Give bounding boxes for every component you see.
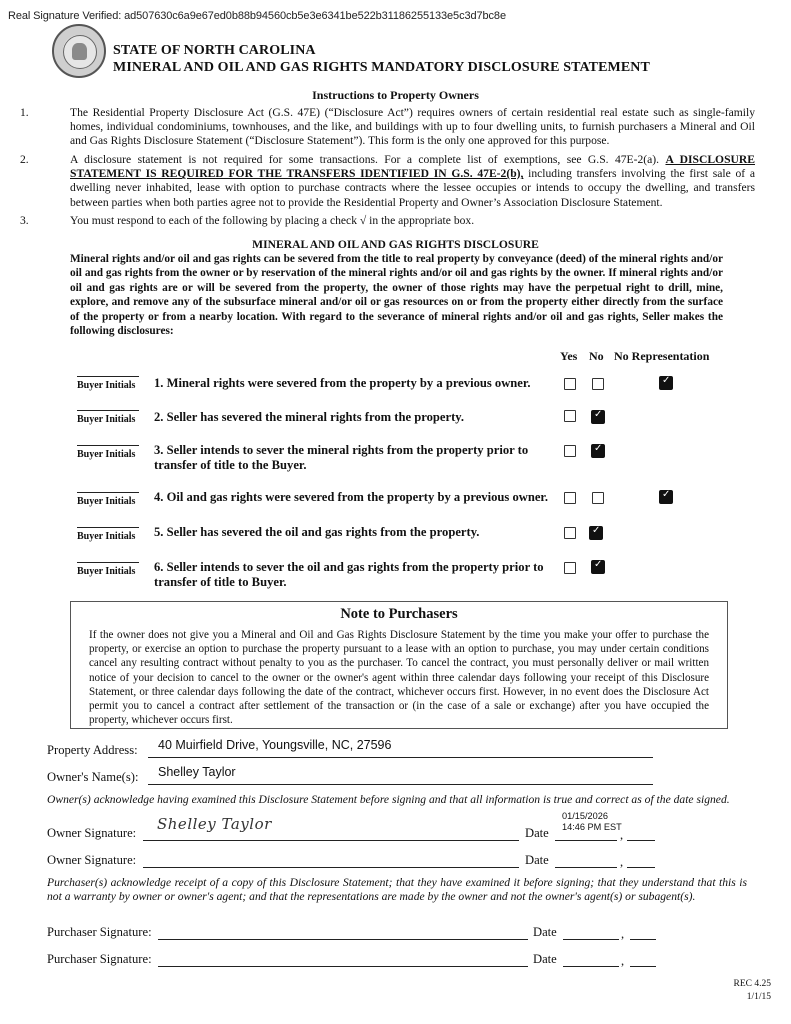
date-field[interactable] (555, 867, 617, 868)
checkbox-no[interactable] (592, 492, 604, 504)
date-separator: , (620, 828, 624, 842)
owner-signature-label: Owner Signature: (47, 826, 137, 840)
property-address-label: Property Address: (47, 743, 138, 757)
checkbox-no[interactable] (591, 444, 605, 458)
owner-names-line (148, 784, 653, 785)
instruction-text: You must respond to each of the following by placing a check √ in the appropriate box. (70, 214, 475, 227)
instruction-text-part: A disclosure statement is not required for some transactions. For a complete list of exemptions, see G.S. 47E-2(a). (70, 153, 666, 166)
instruction-emphasis: A DISCLOSURE STATEMENT IS REQUIRED FOR THE TRANSFERS IDENTIFIED IN G.S. 47E-2(b), (70, 153, 755, 181)
checkbox-yes[interactable] (564, 445, 576, 457)
date-field[interactable] (563, 966, 619, 967)
buyer-initials-label: Buyer Initials (77, 414, 136, 425)
owner-signature-field[interactable]: Shelley Taylor (157, 815, 272, 833)
form-title: MINERAL AND OIL AND GAS RIGHTS MANDATORY DISCLOSURE STATEMENT (113, 60, 650, 75)
date-label: Date (533, 925, 557, 939)
instruction-text-part: including transfers involving the first sale of a dwelling never inhabited, lease with option to purchase contracts where the lessee occupies or intends to occupy the dwelling, and transfers between parties when both parties agree not to provide the Residential Property and Owner’s Association Disclosure Statement. (70, 167, 755, 209)
disclosure-row-1 (77, 374, 757, 408)
note-to-purchasers-box (70, 601, 728, 729)
year-field[interactable] (630, 939, 656, 940)
form-code: REC 4.25 (733, 979, 771, 989)
date-separator: , (621, 927, 625, 941)
disclosure-paragraph: Mineral rights and/or oil and gas rights can be severed from the title to real property by conveyance (deed) of the mineral rights and/or oil and gas rights from the owner or by reservation of the mineral rights and/or oil and gas rights by the owner. If mineral rights and/or oil and gas rights are or will be severed from the property, the owner of those rights may have the perpetual right to drill, mine, explore, and remove any of the subsurface mineral and/or oil or gas resources on or from the property either directly from the surface of the property or from a nearby location. With regard to the severance of mineral rights and/or oil and gas rights, Seller makes the following disclosures: (70, 253, 723, 338)
buyer-initials-label: Buyer Initials (77, 566, 136, 577)
instruction-number: 2. (20, 153, 29, 166)
instruction-item-3 (20, 214, 755, 228)
date-label: Date (533, 952, 557, 966)
disclosure-row-4 (77, 490, 757, 524)
year-field[interactable] (630, 966, 656, 967)
column-no-representation: No Representation (614, 349, 710, 363)
purchaser-signature-2-field[interactable] (158, 966, 528, 967)
column-yes: Yes (560, 349, 578, 363)
checkbox-yes[interactable] (564, 527, 576, 539)
owner-names-label: Owner's Name(s): (47, 770, 139, 784)
signature-date-stamp[interactable] (562, 811, 622, 833)
form-revision-date: 1/1/15 (746, 992, 771, 1002)
checkbox-yes[interactable] (564, 492, 576, 504)
buyer-initials-label: Buyer Initials (77, 449, 136, 460)
date-field[interactable] (563, 939, 619, 940)
checkbox-no-representation[interactable] (659, 376, 673, 390)
year-line (627, 840, 655, 841)
question-text: 1. Mineral rights were severed from the property by a previous owner. (154, 376, 531, 390)
signature-time: 14:46 PM EST (562, 822, 622, 832)
disclosure-row-5 (77, 525, 757, 559)
state-seal-icon (52, 24, 106, 78)
checkbox-no[interactable] (589, 526, 603, 540)
buyer-initials-field[interactable] (77, 443, 141, 460)
checkbox-no-representation[interactable] (659, 490, 673, 504)
note-title: Note to Purchasers (340, 606, 458, 622)
purchaser-signature-2-label: Purchaser Signature: (47, 952, 152, 966)
signature-verified-banner: Real Signature Verified: ad507630c6a9e67ed0b88b94560cb5e3e6341be522b31186255133e5c3d7bc8e (8, 10, 506, 22)
buyer-initials-field[interactable] (77, 490, 141, 507)
instruction-item-1 (20, 106, 755, 149)
disclosure-row-6 (77, 560, 757, 594)
checkbox-yes[interactable] (564, 410, 576, 422)
question-text: 2. Seller has severed the mineral rights from the property. (154, 410, 465, 424)
buyer-initials-field[interactable] (77, 560, 141, 577)
note-text: If the owner does not give you a Mineral and Oil and Gas Rights Disclosure Statement by the time you make your offer to purchase the property, or exercise an option to purchase the property pursuant to a lease with an option to purchase, you may under certain conditions cancel any resulting contract without penalty to you as the purchaser. To cancel the contract, you must personally deliver or mail written notice of your decision to cancel to the owner or the owner's agent within three calendar days following your receipt of this Disclosure Statement, or three calendar days following the date of the contract, whichever occurs first. However, in no event does the Disclosure Act permit you to cancel a contract after settlement of the transaction or (in the case of a sale or exchange) after you have occupied the property, whichever occurs first. (89, 629, 709, 727)
purchaser-acknowledgement: Purchaser(s) acknowledge receipt of a copy of this Disclosure Statement; that they have examined it before signing; that they understand that this is not a warranty by owner or owner's agent; and that the representations are made by the owner and not the owner's agent(s) or subagent(s). (47, 876, 747, 903)
buyer-initials-field[interactable] (77, 374, 141, 391)
question-text: 5. Seller has severed the oil and gas rights from the property. (154, 525, 480, 539)
disclosure-row-2 (77, 408, 757, 442)
date-separator: , (621, 954, 625, 968)
buyer-initials-label: Buyer Initials (77, 496, 136, 507)
form-title-state: STATE OF NORTH CAROLINA (113, 43, 316, 58)
purchaser-signature-1-label: Purchaser Signature: (47, 925, 152, 939)
instruction-item-2 (20, 153, 755, 210)
owner-signature-2-field[interactable] (143, 867, 519, 868)
owner-names-field[interactable]: Shelley Taylor (158, 765, 236, 779)
buyer-initials-field[interactable] (77, 408, 141, 425)
instruction-number: 3. (20, 214, 29, 227)
owner-signature-line (143, 840, 519, 841)
purchaser-signature-1-field[interactable] (158, 939, 528, 940)
question-text: 3. Seller intends to sever the mineral rights from the property prior to transfer of title to the Buyer. (154, 443, 529, 472)
buyer-initials-label: Buyer Initials (77, 531, 136, 542)
owner-acknowledgement: Owner(s) acknowledge having examined this Disclosure Statement before signing and that all information is true and correct as of the date signed. (47, 793, 730, 806)
date-separator: , (620, 855, 624, 869)
checkbox-no[interactable] (591, 410, 605, 424)
checkbox-no[interactable] (592, 378, 604, 390)
disclosure-heading: MINERAL AND OIL AND GAS RIGHTS DISCLOSURE (252, 238, 539, 251)
year-field[interactable] (627, 867, 655, 868)
buyer-initials-label: Buyer Initials (77, 380, 136, 391)
instruction-number: 1. (20, 106, 29, 119)
checkbox-no[interactable] (591, 560, 605, 574)
date-label: Date (525, 826, 549, 840)
instruction-text (70, 153, 755, 210)
owner-signature-2-label: Owner Signature: (47, 853, 137, 867)
buyer-initials-field[interactable] (77, 525, 141, 542)
property-address-line (148, 757, 653, 758)
signature-date: 01/15/2026 (562, 811, 608, 821)
checkbox-yes[interactable] (564, 378, 576, 390)
checkbox-yes[interactable] (564, 562, 576, 574)
instructions-heading: Instructions to Property Owners (312, 88, 479, 102)
date-line (555, 840, 617, 841)
instruction-text: The Residential Property Disclosure Act (G.S. 47E) (“Disclosure Act”) requires owners of certain residential real estate such as single-family homes, individual condominiums, townhouses, and the like, and buildings with up to four dwelling units, to furnish purchasers a Mineral and Oil and Gas Rights Disclosure Statement (“Disclosure Statement”). This form is the only one approved for this purpose. (70, 106, 755, 148)
question-text: 4. Oil and gas rights were severed from the property by a previous owner. (154, 490, 549, 504)
question-text: 6. Seller intends to sever the oil and gas rights from the property prior to transfer of title to Buyer. (154, 560, 544, 589)
date-label: Date (525, 853, 549, 867)
column-no: No (589, 349, 604, 363)
disclosure-row-3 (77, 443, 757, 477)
property-address-field[interactable]: 40 Muirfield Drive, Youngsville, NC, 27596 (158, 738, 392, 752)
